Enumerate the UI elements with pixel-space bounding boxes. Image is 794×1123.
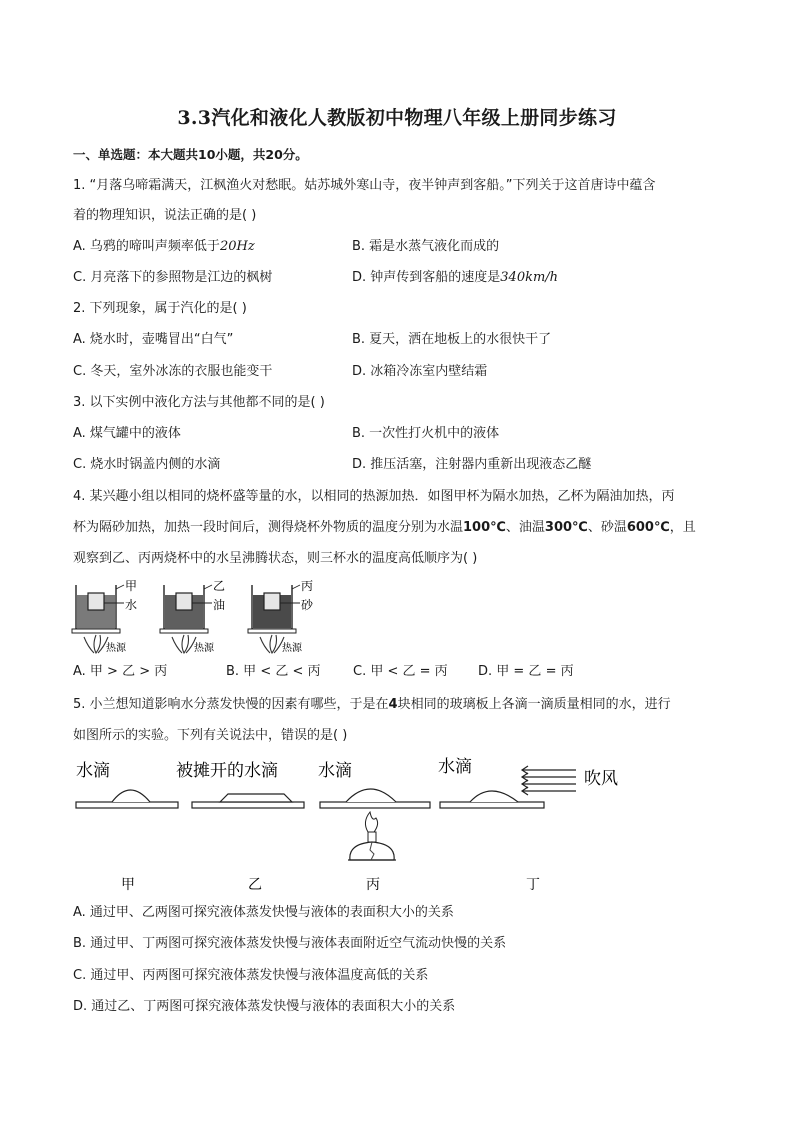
q4-temp-water: 100℃ [463, 520, 506, 535]
q4-beaker-yi-medium-label: 油 [213, 598, 226, 612]
q5-panel-ding-label: 水滴 [438, 757, 472, 777]
q1-stem-line-1: 1. “月落乌啼霜满天，江枫渔火对愁眠。姑苏城外寒山寺，夜半钟声到客船。”下列关于这首唐诗中蕴含 [73, 178, 656, 193]
q5-panel-bing-plate [320, 802, 430, 808]
q5-panel-jia-plate [76, 802, 178, 808]
q4-stem-line-2 [73, 519, 696, 537]
q4-beaker-yi [160, 579, 225, 654]
q5-panel-yi [176, 761, 304, 893]
q5-option-d: D. 通过乙、丁两图可探究液体蒸发快慢与液体的表面积大小的关系 [73, 999, 456, 1014]
q5-panel-jia [76, 761, 178, 893]
q1-option-d-text: D. 钟声传到客船的速度是 [352, 270, 501, 285]
q4-beaker-bing-label: 丙 [301, 579, 314, 593]
q3-option-c: C. 烧水时锅盖内侧的水滴 [73, 457, 221, 472]
q5-panel-bing [318, 761, 430, 893]
q4-option-a: A. 甲 > 乙 > 丙 [73, 664, 168, 679]
q5-stem-line-1 [73, 696, 671, 714]
q5-panel-ding-drop [470, 791, 518, 802]
q5-evaporation-figure [70, 752, 670, 900]
q5-panel-yi-spread-drop [220, 794, 292, 802]
q2-option-d: D. 冰箱冷冻室内壁结霜 [352, 364, 488, 379]
q5-stem-text-b: 块相同的玻璃板上各滴一滴质量相同的水，进行 [397, 697, 671, 712]
q5-stem-line-2: 如图所示的实验。下列有关说法中，错误的是( ) [73, 728, 348, 743]
q1-option-d-value: 340km/h [500, 270, 559, 285]
q1-option-c: C. 月亮落下的参照物是江边的枫树 [73, 270, 273, 285]
q5-option-a: A. 通过甲、乙两图可探究液体蒸发快慢与液体的表面积大小的关系 [73, 905, 454, 920]
q4-sep-sand: 、砂温 [587, 520, 627, 535]
q4-beaker-bing-inner-cup [264, 593, 280, 610]
section-heading: 一、单选题：本大题共10小题，共20分。 [73, 147, 308, 162]
q5-panel-ding [438, 757, 618, 893]
q4-beaker-bing-medium-label: 砂 [301, 598, 314, 612]
q4-temp-sand: 600℃ [626, 520, 670, 535]
q5-alcohol-lamp [348, 812, 396, 860]
q2-option-a: A. 烧水时，壶嘴冒出“白气” [73, 332, 234, 347]
q3-option-b: B. 一次性打火机中的液体 [352, 426, 500, 441]
q4-beaker-jia-medium-label: 水 [125, 598, 138, 612]
q3-stem: 3. 以下实例中液化方法与其他都不同的是( ) [73, 395, 325, 410]
q4-option-d: D. 甲 = 乙 = 丙 [478, 664, 574, 679]
q5-stem-text-a: 5. 小兰想知道影响水分蒸发快慢的因素有哪些，于是在 [73, 697, 389, 712]
q4-beaker-yi-heat-label: 热源 [194, 643, 214, 654]
q5-panel-yi-label: 被摊开的水滴 [176, 761, 278, 781]
page-title: 3.3汽化和液化人教版初中物理八年级上册同步练习 [177, 107, 617, 129]
q4-sep-oil: 、油温 [505, 520, 545, 535]
q1-option-a-text: A. 乌鸦的啼叫声频率低于 [73, 239, 220, 254]
q5-panel-jia-label: 水滴 [76, 761, 110, 781]
q5-panel-jia-drop [112, 790, 150, 802]
q4-beaker-yi-label: 乙 [213, 579, 226, 593]
q4-beaker-bing [248, 579, 314, 654]
q5-wind-arrows [522, 766, 576, 795]
q5-panel-ding-plate [440, 802, 544, 808]
q5-caption-yi: 乙 [248, 877, 262, 893]
q3-option-a: A. 煤气罐中的液体 [73, 426, 181, 441]
q4-beaker-jia-heat-label: 热源 [106, 643, 126, 654]
q1-option-a-value: 20Hz [219, 239, 255, 254]
q4-beaker-jia-inner-cup [88, 593, 104, 610]
q4-beaker-figure [66, 577, 336, 655]
q5-caption-ding: 丁 [526, 877, 540, 893]
q1-option-b: B. 霜是水蒸气液化而成的 [352, 239, 500, 254]
q2-stem: 2. 下列现象，属于汽化的是( ) [73, 301, 247, 316]
q1-option-d [352, 269, 558, 287]
q1-stem-line-2: 着的物理知识，说法正确的是( ) [73, 208, 257, 223]
q5-panel-bing-label: 水滴 [318, 761, 352, 781]
q4-stem-text-b: ，且 [669, 520, 696, 535]
q1-option-a [73, 238, 255, 256]
q5-caption-bing: 丙 [366, 877, 380, 893]
q4-beaker-jia-label: 甲 [125, 579, 138, 593]
q5-panel-yi-plate [192, 802, 304, 808]
q4-beaker-jia [72, 579, 137, 654]
q4-option-b: B. 甲 < 乙 < 丙 [226, 664, 321, 679]
q2-option-b: B. 夏天，洒在地板上的水很快干了 [352, 332, 552, 347]
q5-plate-count: 4 [388, 697, 398, 712]
q5-option-c: C. 通过甲、丙两图可探究液体蒸发快慢与液体温度高低的关系 [73, 968, 429, 983]
q3-option-d: D. 推压活塞，注射器内重新出现液态乙醚 [352, 457, 592, 472]
q4-temp-oil: 300℃ [544, 520, 588, 535]
q2-option-c: C. 冬天，室外冰冻的衣服也能变干 [73, 364, 273, 379]
q5-panel-bing-drop [346, 789, 396, 802]
q4-stem-line-1: 4. 某兴趣小组以相同的烧杯盛等量的水，以相同的热源加热．如图甲杯为隔水加热，乙杯为隔油加热，丙 [73, 489, 675, 504]
q4-stem-text-a: 杯为隔砂加热，加热一段时间后，测得烧杯外物质的温度分别为水温 [73, 520, 464, 535]
q4-stem-line-3: 观察到乙、丙两烧杯中的水呈沸腾状态，则三杯水的温度高低顺序为( ) [73, 551, 478, 566]
q4-beaker-yi-inner-cup [176, 593, 192, 610]
q4-beaker-bing-heat-label: 热源 [282, 643, 302, 654]
q5-option-b: B. 通过甲、丁两图可探究液体蒸发快慢与液体表面附近空气流动快慢的关系 [73, 936, 507, 951]
q4-option-c: C. 甲 < 乙 = 丙 [353, 664, 448, 679]
q5-wind-label: 吹风 [584, 769, 618, 789]
q5-caption-jia: 甲 [121, 877, 135, 893]
